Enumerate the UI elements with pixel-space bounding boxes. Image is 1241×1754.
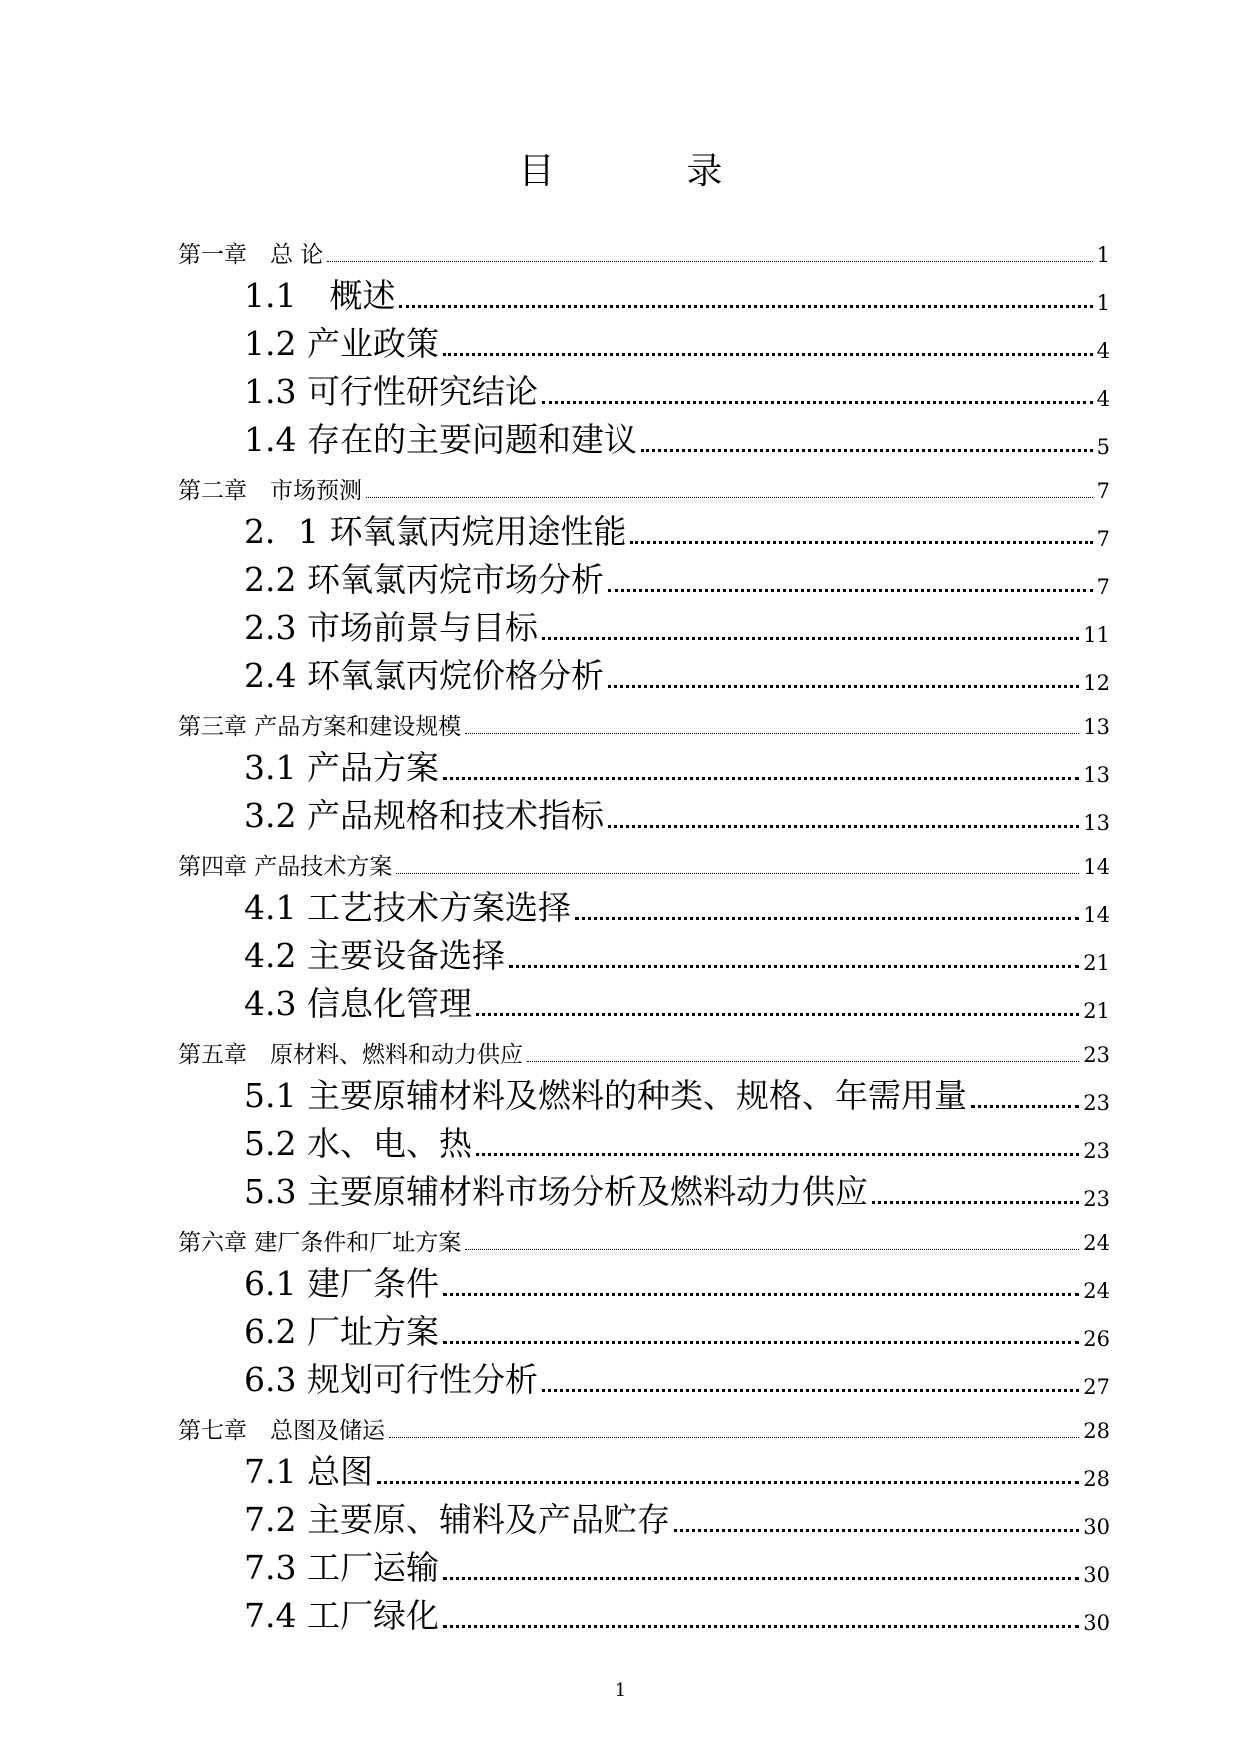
toc-section-entry[interactable] <box>178 930 1110 978</box>
toc-entry-label: 7.3 工厂运输 <box>244 1548 439 1587</box>
toc-dot-leader <box>674 1526 1079 1532</box>
toc-dot-leader <box>575 914 1079 920</box>
toc-dot-leader <box>608 586 1093 592</box>
toc-chapter-entry[interactable] <box>178 226 1110 270</box>
toc-entry-label: 1.2 产业政策 <box>244 324 439 363</box>
toc-chapter-entry[interactable] <box>178 1214 1110 1258</box>
toc-entry-label: 4.1 工艺技术方案选择 <box>244 888 571 927</box>
toc-dot-leader <box>509 962 1079 968</box>
toc-entry-label: 3.2 产品规格和技术指标 <box>244 796 604 835</box>
toc-dot-leader <box>872 1198 1079 1204</box>
toc-entry-page: 14 <box>1083 903 1110 927</box>
toc-entry-page: 30 <box>1083 1611 1110 1635</box>
toc-entry-label: 1.1 概述 <box>244 276 396 315</box>
toc-dot-leader <box>443 1290 1079 1296</box>
toc-section-entry[interactable] <box>178 414 1110 462</box>
toc-entry-page: 23 <box>1083 1139 1110 1163</box>
toc-entry-page: 21 <box>1083 951 1110 975</box>
toc-section-entry[interactable] <box>178 1354 1110 1402</box>
toc-entry-page: 1 <box>1096 243 1110 267</box>
toc-entry-page: 24 <box>1083 1231 1110 1255</box>
toc-chapter-entry[interactable] <box>178 1402 1110 1446</box>
toc-section-entry[interactable] <box>178 554 1110 602</box>
toc-entry-page: 13 <box>1083 763 1110 787</box>
toc-entry-label: 第六章 建厂条件和厂址方案 <box>178 1230 462 1256</box>
toc-dot-leader <box>465 732 1079 734</box>
toc-section-entry[interactable] <box>178 1258 1110 1306</box>
toc-dot-leader <box>476 1010 1079 1016</box>
toc-entry-label: 7.1 总图 <box>244 1452 373 1491</box>
toc-entry-label: 2.4 环氧氯丙烷价格分析 <box>244 656 604 695</box>
toc-entry-label: 4.2 主要设备选择 <box>244 936 505 975</box>
toc-entry-page: 24 <box>1083 1279 1110 1303</box>
toc-dot-leader <box>542 634 1079 640</box>
toc-dot-leader <box>608 682 1079 688</box>
toc-entry-label: 2.2 环氧氯丙烷市场分析 <box>244 560 604 599</box>
toc-dot-leader <box>366 496 1093 498</box>
toc-entry-label: 第一章 总 论 <box>178 242 324 268</box>
toc-entry-label: 2.3 市场前景与目标 <box>244 608 538 647</box>
toc-section-entry[interactable] <box>178 1070 1110 1118</box>
toc-entry-label: 7.2 主要原、辅料及产品贮存 <box>244 1500 670 1539</box>
toc-entry-page: 1 <box>1096 291 1110 315</box>
toc-entry-page: 14 <box>1083 855 1110 879</box>
toc-entry-page: 13 <box>1083 715 1110 739</box>
toc-dot-leader <box>396 872 1079 874</box>
toc-dot-leader <box>476 1150 1079 1156</box>
toc-entry-label: 1.3 可行性研究结论 <box>244 372 538 411</box>
toc-entry-page: 13 <box>1083 811 1110 835</box>
toc-entry-label: 6.2 厂址方案 <box>244 1312 439 1351</box>
toc-dot-leader <box>630 538 1092 544</box>
toc-entry-page: 12 <box>1083 671 1110 695</box>
toc-entry-label: 3.1 产品方案 <box>244 748 439 787</box>
toc-dot-leader <box>641 446 1093 452</box>
toc-entry-page: 7 <box>1096 479 1110 503</box>
toc-section-entry[interactable] <box>178 1446 1110 1494</box>
toc-entry-page: 23 <box>1083 1091 1110 1115</box>
toc-entry-label: 5.2 水、电、热 <box>244 1124 472 1163</box>
toc-entry-page: 30 <box>1083 1515 1110 1539</box>
toc-entry-label: 第七章 总图及储运 <box>178 1418 385 1444</box>
toc-dot-leader <box>542 398 1093 404</box>
toc-section-entry[interactable] <box>178 318 1110 366</box>
toc-section-entry[interactable] <box>178 602 1110 650</box>
toc-section-entry[interactable] <box>178 1306 1110 1354</box>
toc-dot-leader <box>377 1478 1079 1484</box>
toc-entry-label: 第四章 产品技术方案 <box>178 854 393 880</box>
toc-entry-label: 5.1 主要原辅材料及燃料的种类、规格、年需用量 <box>244 1076 967 1115</box>
toc-dot-leader <box>443 1622 1079 1628</box>
toc-entry-page: 30 <box>1083 1563 1110 1587</box>
page-number: 1 <box>614 1680 627 1701</box>
toc-entry-page: 28 <box>1083 1467 1110 1491</box>
toc-entry-page: 27 <box>1083 1375 1110 1399</box>
toc-entry-page: 7 <box>1096 527 1110 551</box>
toc-section-entry[interactable] <box>178 366 1110 414</box>
toc-dot-leader <box>465 1248 1079 1250</box>
toc-dot-leader <box>542 1386 1079 1392</box>
toc-entry-label: 2．1 环氧氯丙烷用途性能 <box>244 512 627 551</box>
toc-dot-leader <box>608 822 1079 828</box>
toc-section-entry[interactable] <box>178 1118 1110 1166</box>
toc-entry-page: 11 <box>1083 623 1110 647</box>
toc-section-entry[interactable] <box>178 1166 1110 1214</box>
toc-section-entry[interactable] <box>178 650 1110 698</box>
toc-dot-leader <box>443 1338 1079 1344</box>
toc-entry-label: 5.3 主要原辅材料市场分析及燃料动力供应 <box>244 1172 868 1211</box>
toc-entry-label: 7.4 工厂绿化 <box>244 1596 439 1635</box>
toc-entry-page: 21 <box>1083 999 1110 1023</box>
toc-section-entry[interactable] <box>178 742 1110 790</box>
toc-entry-page: 28 <box>1083 1419 1110 1443</box>
toc-chapter-entry[interactable] <box>178 698 1110 742</box>
toc-dot-leader <box>971 1102 1079 1108</box>
toc-dot-leader <box>443 774 1079 780</box>
toc-section-entry[interactable] <box>178 978 1110 1026</box>
toc-dot-leader <box>527 1060 1079 1062</box>
toc-entry-page: 23 <box>1083 1043 1110 1067</box>
toc-entry-label: 6.1 建厂条件 <box>244 1264 439 1303</box>
toc-dot-leader <box>389 1436 1079 1438</box>
toc-chapter-entry[interactable] <box>178 1026 1110 1070</box>
toc-dot-leader <box>399 302 1092 308</box>
toc-entry-label: 第三章 产品方案和建设规模 <box>178 714 462 740</box>
toc-entry-page: 4 <box>1096 387 1110 411</box>
toc-section-entry[interactable] <box>178 506 1110 554</box>
toc-section-entry[interactable] <box>178 1542 1110 1590</box>
toc-section-entry[interactable] <box>178 1590 1110 1638</box>
page-title: 目 录 <box>518 151 771 192</box>
toc-entry-page: 26 <box>1083 1327 1110 1351</box>
toc-entry-label: 6.3 规划可行性分析 <box>244 1360 538 1399</box>
toc-entry-page: 7 <box>1096 575 1110 599</box>
toc-dot-leader <box>327 260 1092 262</box>
table-of-contents <box>178 226 1110 1638</box>
toc-entry-page: 23 <box>1083 1187 1110 1211</box>
toc-section-entry[interactable] <box>178 270 1110 318</box>
toc-section-entry[interactable] <box>178 882 1110 930</box>
toc-entry-page: 5 <box>1096 435 1110 459</box>
toc-entry-label: 4.3 信息化管理 <box>244 984 472 1023</box>
toc-chapter-entry[interactable] <box>178 838 1110 882</box>
toc-dot-leader <box>443 350 1093 356</box>
toc-entry-label: 1.4 存在的主要问题和建议 <box>244 420 637 459</box>
toc-section-entry[interactable] <box>178 1494 1110 1542</box>
toc-section-entry[interactable] <box>178 790 1110 838</box>
toc-chapter-entry[interactable] <box>178 462 1110 506</box>
toc-dot-leader <box>443 1574 1079 1580</box>
toc-entry-label: 第五章 原材料、燃料和动力供应 <box>178 1042 523 1068</box>
toc-entry-label: 第二章 市场预测 <box>178 478 362 504</box>
toc-entry-page: 4 <box>1096 339 1110 363</box>
